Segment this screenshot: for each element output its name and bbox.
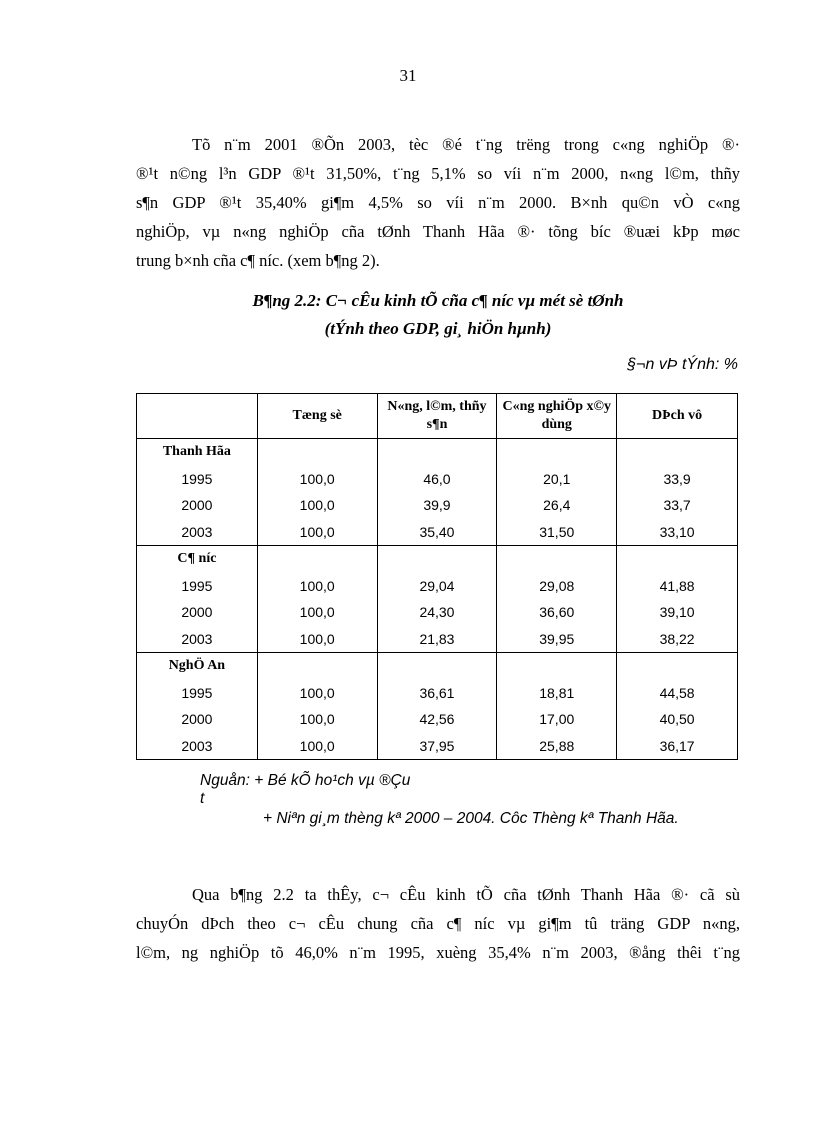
table-row	[137, 599, 738, 626]
value-cell: 29,08	[497, 573, 617, 600]
paragraph-intro	[136, 130, 740, 275]
page-number: 31	[399, 66, 417, 85]
year-cell: 2000	[137, 492, 258, 519]
header-cell: N«ng, l©m, thñy s¶n	[377, 394, 497, 439]
table-row	[137, 680, 738, 707]
value-cell: 36,60	[497, 599, 617, 626]
table-header-row	[137, 394, 738, 439]
value-cell: 100,0	[257, 626, 377, 653]
value-cell: 100,0	[257, 519, 377, 546]
empty-cell	[497, 546, 617, 573]
value-cell: 100,0	[257, 573, 377, 600]
value-cell: 41,88	[617, 573, 738, 600]
value-cell: 100,0	[257, 706, 377, 733]
value-cell: 100,0	[257, 680, 377, 707]
year-cell: 2003	[137, 626, 258, 653]
empty-cell	[377, 546, 497, 573]
year-cell: 2003	[137, 733, 258, 760]
empty-cell	[257, 653, 377, 680]
value-cell: 40,50	[617, 706, 738, 733]
source-line-2: + Niªn gi¸m thèng kª 2000 – 2004. Côc Thèng kª Thanh Hãa.	[263, 810, 679, 827]
header-cell: Tæng sè	[257, 394, 377, 439]
empty-cell	[377, 439, 497, 466]
value-cell: 36,17	[617, 733, 738, 760]
paragraph-analysis	[136, 880, 740, 967]
value-cell: 38,22	[617, 626, 738, 653]
table-row	[137, 573, 738, 600]
source-line-1: Nguån: + Bé kÕ ho¹ch vµ ®Çu t	[200, 772, 411, 807]
value-cell: 100,0	[257, 599, 377, 626]
value-cell: 100,0	[257, 733, 377, 760]
region-label: Thanh Hãa	[137, 439, 258, 466]
paragraph-line: trung b×nh cña c¶ níc. (xem b¶ng 2).	[136, 251, 380, 270]
value-cell: 39,10	[617, 599, 738, 626]
paragraph-line: s¶n GDP ®¹t 35,40% gi¶m 4,5% so víi n¨m 2000. B×nh qu©n vÒ c«ng	[136, 193, 740, 212]
value-cell: 33,10	[617, 519, 738, 546]
table-subtitle: (tÝnh theo GDP, gi¸ hiÖn hµnh)	[324, 319, 552, 338]
table-caption	[136, 287, 740, 343]
value-cell: 35,40	[377, 519, 497, 546]
economic-structure-table	[136, 393, 738, 760]
value-cell: 39,9	[377, 492, 497, 519]
empty-cell	[497, 653, 617, 680]
value-cell: 24,30	[377, 599, 497, 626]
header-cell: C«ng nghiÖp x©y dùng	[497, 394, 617, 439]
region-label: NghÖ An	[137, 653, 258, 680]
value-cell: 100,0	[257, 492, 377, 519]
region-row	[137, 546, 738, 573]
value-cell: 36,61	[377, 680, 497, 707]
value-cell: 20,1	[497, 466, 617, 493]
table-row	[137, 626, 738, 653]
paragraph-line: chuyÓn dÞch theo c¬ cÊu chung cña c¶ níc vµ gi¶m tû träng GDP n«ng,	[136, 914, 740, 933]
empty-cell	[617, 439, 738, 466]
region-label: C¶ níc	[137, 546, 258, 573]
value-cell: 100,0	[257, 466, 377, 493]
value-cell: 25,88	[497, 733, 617, 760]
year-cell: 1995	[137, 680, 258, 707]
header-cell	[137, 394, 258, 439]
table-row	[137, 492, 738, 519]
table-row	[137, 466, 738, 493]
empty-cell	[257, 439, 377, 466]
value-cell: 29,04	[377, 573, 497, 600]
value-cell: 33,9	[617, 466, 738, 493]
empty-cell	[497, 439, 617, 466]
paragraph-line: l©m, ng nghiÖp tõ 46,0% n¨m 1995, xuèng 35,4% n¨m 2003, ®ång thêi t¨ng	[136, 943, 740, 962]
empty-cell	[257, 546, 377, 573]
value-cell: 44,58	[617, 680, 738, 707]
paragraph-line: Tõ n¨m 2001 ®Õn 2003, tèc ®é t¨ng trëng trong c«ng nghiÖp ®·	[192, 135, 740, 154]
paragraph-line: Qua b¶ng 2.2 ta thÊy, c¬ cÊu kinh tÕ cña tØnh Thanh Hãa ®· cã sù	[192, 885, 740, 904]
empty-cell	[377, 653, 497, 680]
value-cell: 46,0	[377, 466, 497, 493]
year-cell: 2003	[137, 519, 258, 546]
unit-note: §¬n vÞ tÝnh: %	[627, 356, 738, 373]
year-cell: 1995	[137, 573, 258, 600]
value-cell: 33,7	[617, 492, 738, 519]
table-row	[137, 706, 738, 733]
empty-cell	[617, 653, 738, 680]
region-row	[137, 439, 738, 466]
value-cell: 21,83	[377, 626, 497, 653]
paragraph-line: ®¹t n©ng l³n GDP ®¹t 31,50%, t¨ng 5,1% so víi n¨m 2000, n«ng l©m, thñy	[136, 164, 740, 183]
header-cell: DÞch vô	[617, 394, 738, 439]
value-cell: 42,56	[377, 706, 497, 733]
paragraph-line: nghiÖp, vµ n«ng nghiÖp cña tØnh Thanh Hãa ®· tõng bíc ®uæi kÞp møc	[136, 222, 740, 241]
value-cell: 26,4	[497, 492, 617, 519]
region-row	[137, 653, 738, 680]
table-row	[137, 733, 738, 760]
value-cell: 39,95	[497, 626, 617, 653]
year-cell: 2000	[137, 706, 258, 733]
empty-cell	[617, 546, 738, 573]
value-cell: 17,00	[497, 706, 617, 733]
table-title: B¶ng 2.2: C¬ cÊu kinh tÕ cña c¶ níc vµ mét sè tØnh	[252, 291, 624, 310]
year-cell: 2000	[137, 599, 258, 626]
value-cell: 18,81	[497, 680, 617, 707]
year-cell: 1995	[137, 466, 258, 493]
value-cell: 37,95	[377, 733, 497, 760]
value-cell: 31,50	[497, 519, 617, 546]
table-row	[137, 519, 738, 546]
